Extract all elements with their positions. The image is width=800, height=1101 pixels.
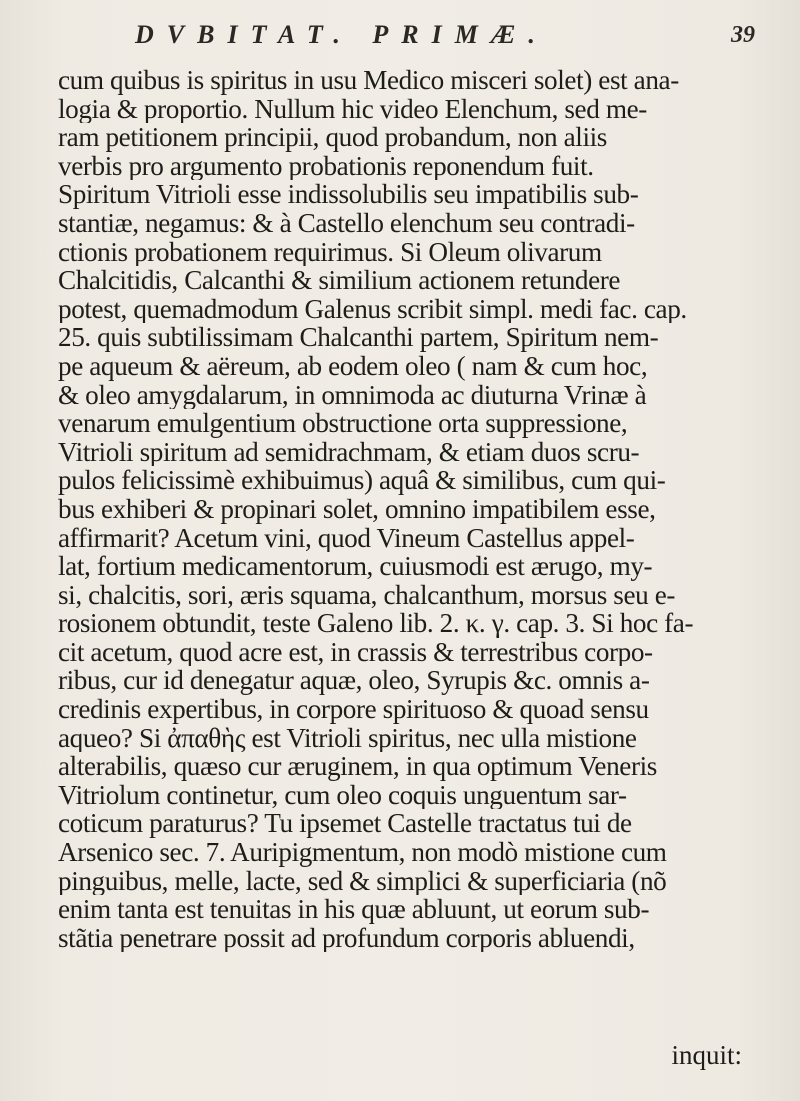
text-line: logia & proportio. Nullum hic video Elenchum, sed me- bbox=[58, 94, 647, 124]
text-line: cum quibus is spiritus in usu Medico misceri solet) est ana- bbox=[58, 66, 679, 95]
text-line: stantiæ, negamus: & à Castello elenchum seu contradi- bbox=[58, 208, 635, 238]
text-line: 25. quis subtilissimam Chalcanthi partem, Spiritum nem- bbox=[58, 323, 659, 352]
text-line: verbis pro argumento probationis reponendum fuit. bbox=[58, 151, 594, 181]
text-line: ribus, cur id denegatur aquæ, oleo, Syrupis &c. omnis a- bbox=[58, 666, 650, 696]
text-line: Chalcitidis, Calcanthi & similium actionem retundere bbox=[58, 266, 621, 295]
text-line: venarum emulgentium obstructione orta suppressione, bbox=[58, 409, 628, 438]
text-line: ram petitionem principii, quod probandum, non aliis bbox=[58, 123, 607, 152]
text-line: coticum paraturus? Tu ipsemet Castelle tractatus tui de bbox=[58, 809, 632, 839]
text-line: pe aqueum & aëreum, ab eodem oleo ( nam & cum hoc, bbox=[58, 351, 648, 381]
text-line: bus exhiberi & propinari solet, omnino impatibilem esse, bbox=[58, 494, 656, 524]
text-line: lat, fortium medicamentorum, cuiusmodi est ærugo, my- bbox=[58, 552, 653, 581]
text-line: enim tanta est tenuitas in his quæ abluunt, ut eorum sub- bbox=[58, 895, 650, 924]
text-line: potest, quemadmodum Galenus scribit simpl. medi fac. cap. bbox=[58, 294, 687, 324]
catchword-area bbox=[671, 1040, 742, 1071]
catchword: inquit: bbox=[671, 1040, 742, 1070]
text-line: stãtia penetrare possit ad profundum corporis abluendi, bbox=[58, 923, 635, 953]
text-line: Spiritum Vitrioli esse indissolubilis seu impatibilis sub- bbox=[58, 180, 639, 209]
text-line: & oleo amygdalarum, in omnimoda ac diuturna Vrinæ à bbox=[58, 380, 647, 410]
text-line: pinguibus, melle, lacte, sed & simplici & superficiaria (nõ bbox=[58, 866, 667, 896]
text-line: ctionis probationem requirimus. Si Oleum olivarum bbox=[58, 237, 602, 267]
text-line: credinis expertibus, in corpore spirituoso & quoad sensu bbox=[58, 695, 649, 724]
text-line: cit acetum, quod acre est, in crassis & terrestribus corpo- bbox=[58, 637, 653, 667]
text-line: rosionem obtundit, teste Galeno lib. 2. κ. γ. cap. 3. Si hoc fa- bbox=[58, 609, 694, 638]
text-line: Arsenico sec. 7. Auripigmentum, non modò mistione cum bbox=[58, 838, 667, 867]
text-line: Vitrioli spiritum ad semidrachmam, & etiam duos scru- bbox=[58, 437, 640, 467]
text-line: alterabilis, quæso cur æruginem, in qua optimum Veneris bbox=[58, 752, 657, 781]
text-line: si, chalcitis, sori, æris squama, chalcanthum, morsus seu e- bbox=[58, 580, 676, 610]
page-header bbox=[95, 12, 755, 52]
text-line: affirmarit? Acetum vini, quod Vineum Castellus appel- bbox=[58, 523, 635, 553]
text-line: Vitriolum continetur, cum oleo coquis unguentum sar- bbox=[58, 780, 627, 810]
text-line: pulos felicissimè exhibuimus) aquâ & similibus, cum qui- bbox=[58, 466, 666, 495]
text-line: aqueo? Si ἀπαθὴς est Vitrioli spiritus, nec ulla mistione bbox=[58, 723, 637, 753]
running-title: DVBITAT. PRIMÆ. bbox=[135, 20, 548, 49]
body-text bbox=[58, 66, 770, 952]
page-number: 39 bbox=[731, 22, 755, 48]
